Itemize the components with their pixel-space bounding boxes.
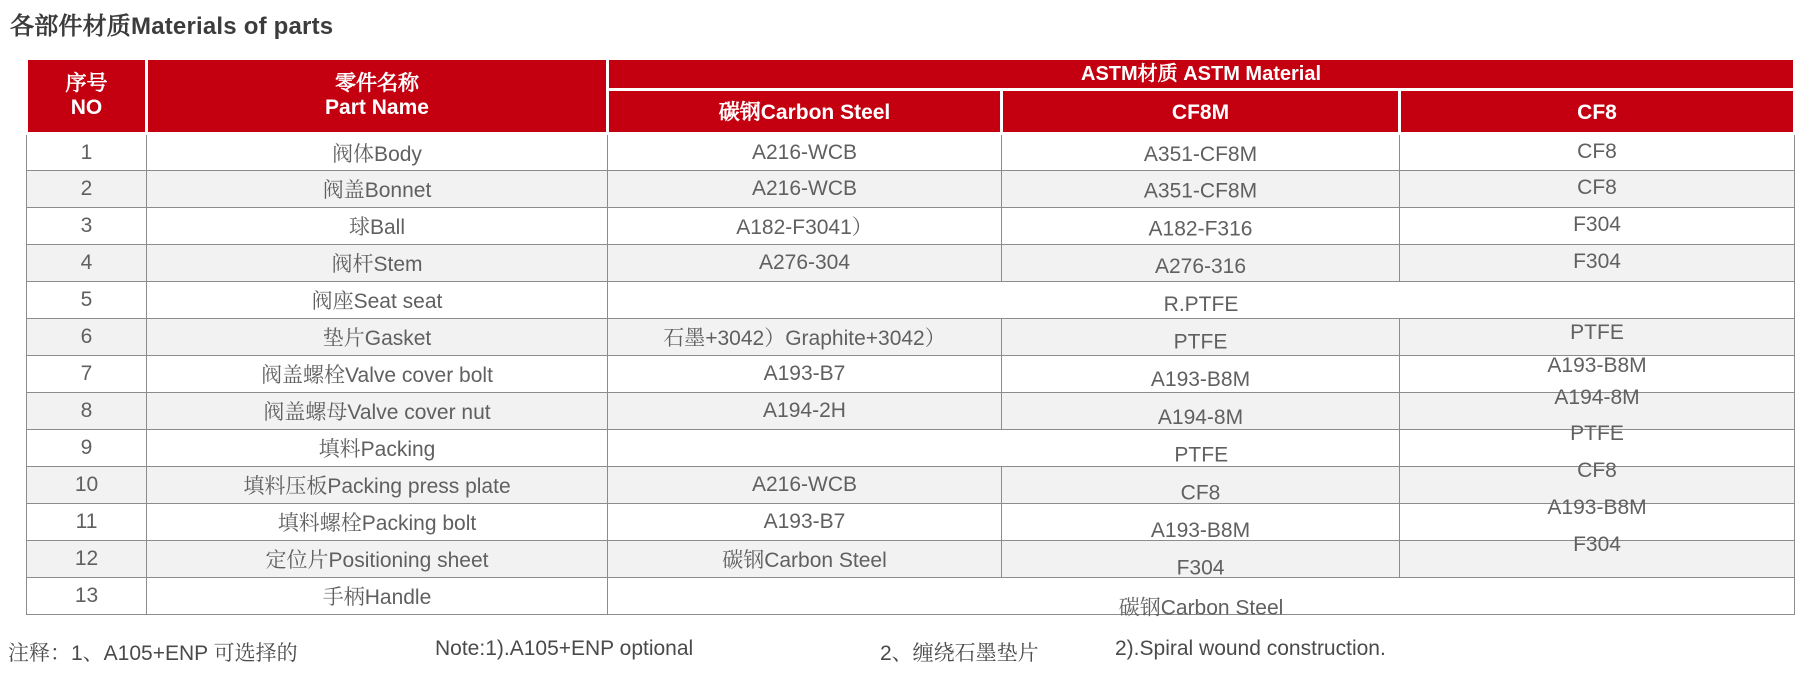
table-row bbox=[27, 208, 1795, 245]
cell-carbon-steel-value: A182-F3041） bbox=[736, 216, 873, 239]
materials-table bbox=[25, 57, 1796, 620]
col-header-no-en: NO bbox=[70, 96, 103, 119]
cell-carbon-steel bbox=[608, 393, 1002, 430]
cell-no bbox=[27, 171, 147, 208]
cell-material-merged-value: R.PTFE bbox=[1163, 292, 1239, 316]
cell-part-name bbox=[147, 134, 608, 171]
cell-carbon-steel bbox=[608, 245, 1002, 282]
cell-carbon-steel bbox=[608, 467, 1002, 504]
cell-material-merged-value: 碳钢Carbon Steel bbox=[1118, 596, 1284, 620]
cell-part-name bbox=[147, 504, 608, 541]
cell-part-name bbox=[147, 467, 608, 504]
col-header-no-zh: 序号 bbox=[65, 72, 108, 96]
cell-cf8m bbox=[1002, 245, 1400, 282]
cell-material-merged-value: PTFE bbox=[1174, 443, 1229, 467]
cell-part-name-value: 阀盖螺栓Valve cover bolt bbox=[261, 364, 493, 387]
cell-carbon-steel-value: A193-B7 bbox=[763, 362, 846, 385]
cell-part-name bbox=[147, 208, 608, 245]
cell-no-value: 5 bbox=[80, 288, 93, 311]
cell-cf8m bbox=[1002, 393, 1400, 430]
cell-cf8 bbox=[1400, 245, 1795, 282]
cell-no bbox=[27, 578, 147, 615]
cell-no-value: 8 bbox=[80, 399, 93, 422]
cell-no bbox=[27, 356, 147, 393]
cell-part-name bbox=[147, 319, 608, 356]
cell-no-value: 3 bbox=[80, 214, 93, 237]
footnote bbox=[0, 637, 1810, 667]
cell-cf8m bbox=[1002, 467, 1400, 504]
cell-no bbox=[27, 245, 147, 282]
cell-material-merged bbox=[608, 430, 1400, 467]
cell-carbon-steel-value: A216-WCB bbox=[751, 177, 858, 200]
cell-material-merged bbox=[608, 282, 1795, 319]
cell-part-name-value: 填料螺栓Packing bolt bbox=[277, 512, 477, 535]
cell-cf8 bbox=[1400, 208, 1795, 245]
table-row bbox=[27, 245, 1795, 282]
cell-no bbox=[27, 467, 147, 504]
cell-part-name-value: 填料压板Packing press plate bbox=[243, 475, 511, 498]
cell-part-name-value: 阀座Seat seat bbox=[311, 290, 443, 313]
cell-part-name bbox=[147, 393, 608, 430]
footnote-zh-1: 注释：1、A105+ENP 可选择的 bbox=[8, 642, 298, 665]
cell-part-name-value: 阀杆Stem bbox=[331, 253, 423, 276]
cell-part-name-value: 手柄Handle bbox=[322, 586, 432, 609]
cell-carbon-steel-value: A194-2H bbox=[763, 399, 846, 422]
table-row bbox=[27, 393, 1795, 430]
cell-cf8m-value: F304 bbox=[1176, 556, 1225, 580]
footnote-en-2: 2).Spiral wound construction. bbox=[1115, 637, 1386, 660]
table-row bbox=[27, 504, 1795, 541]
cell-carbon-steel bbox=[608, 134, 1002, 171]
cell-carbon-steel bbox=[608, 319, 1002, 356]
col-header-part-en: Part Name bbox=[325, 96, 429, 119]
col-header-part-zh: 零件名称 bbox=[335, 72, 419, 96]
cell-cf8m bbox=[1002, 319, 1400, 356]
cell-no bbox=[27, 393, 147, 430]
cell-cf8m bbox=[1002, 208, 1400, 245]
cell-no bbox=[27, 504, 147, 541]
cell-no-value: 6 bbox=[80, 325, 93, 348]
col-header-astm-material: ASTM材质 ASTM Material bbox=[608, 59, 1795, 90]
cell-no-value: 2 bbox=[80, 177, 93, 200]
cell-cf8 bbox=[1400, 533, 1795, 578]
cell-cf8-value: CF8 bbox=[1577, 139, 1617, 163]
cell-cf8m bbox=[1002, 356, 1400, 393]
cell-no-value: 9 bbox=[80, 436, 93, 459]
cell-no-value: 7 bbox=[80, 362, 93, 385]
cell-carbon-steel bbox=[608, 504, 1002, 541]
cell-part-name bbox=[147, 356, 608, 393]
cell-cf8m-value: A193-B8M bbox=[1150, 519, 1251, 542]
col-header-cf8m: CF8M bbox=[1002, 90, 1400, 134]
cell-cf8m bbox=[1002, 541, 1400, 578]
cell-part-name-value: 阀盖Bonnet bbox=[322, 179, 432, 202]
table-row bbox=[27, 171, 1795, 208]
cell-cf8-value: PTFE bbox=[1570, 422, 1624, 445]
footnote-en-1: Note:1).A105+ENP optional bbox=[435, 637, 694, 660]
table-row bbox=[27, 319, 1795, 356]
cell-part-name-value: 阀体Body bbox=[332, 142, 422, 166]
cell-cf8-value: CF8 bbox=[1577, 176, 1617, 199]
cell-part-name bbox=[147, 245, 608, 282]
cell-carbon-steel-value: A216-WCB bbox=[751, 473, 858, 496]
col-header-no bbox=[27, 59, 147, 134]
cell-no-value: 11 bbox=[75, 510, 98, 533]
cell-no bbox=[27, 541, 147, 578]
cell-cf8 bbox=[1400, 171, 1795, 208]
cell-no-value: 1 bbox=[80, 140, 93, 164]
cell-cf8-value: F304 bbox=[1573, 213, 1621, 236]
cell-cf8m bbox=[1002, 134, 1400, 171]
cell-carbon-steel bbox=[608, 208, 1002, 245]
cell-cf8-value: CF8 bbox=[1577, 459, 1617, 482]
cell-carbon-steel-value: 石墨+3042）Graphite+3042） bbox=[663, 327, 946, 350]
cell-carbon-steel-value: A216-WCB bbox=[751, 140, 858, 164]
cell-no-value: 12 bbox=[74, 547, 99, 570]
cell-carbon-steel-value: 碳钢Carbon Steel bbox=[722, 549, 887, 572]
cell-no bbox=[27, 430, 147, 467]
cell-cf8m-value: A194-8M bbox=[1157, 405, 1244, 429]
cell-cf8 bbox=[1400, 134, 1795, 171]
cell-cf8m-value: CF8 bbox=[1180, 481, 1221, 505]
table-row bbox=[27, 541, 1795, 578]
cell-part-name bbox=[147, 578, 608, 615]
cell-cf8-value: A193-B8M bbox=[1547, 496, 1647, 519]
page-title: 各部件材质Materials of parts bbox=[10, 13, 334, 40]
table-row bbox=[27, 356, 1795, 393]
cell-part-name-value: 阀盖螺母Valve cover nut bbox=[263, 401, 491, 424]
cell-carbon-steel-value: A193-B7 bbox=[763, 510, 846, 533]
cell-no-value: 4 bbox=[80, 251, 93, 274]
cell-carbon-steel bbox=[608, 541, 1002, 578]
cell-cf8m-value: A351-CF8M bbox=[1143, 179, 1258, 203]
cell-carbon-steel bbox=[608, 356, 1002, 393]
cell-no-value: 13 bbox=[74, 584, 99, 607]
cell-part-name-value: 垫片Gasket bbox=[322, 327, 432, 350]
table-body bbox=[27, 134, 1795, 620]
cell-no-value: 10 bbox=[74, 473, 99, 496]
cell-part-name-value: 填料Packing bbox=[318, 438, 436, 461]
cell-part-name bbox=[147, 541, 608, 578]
cell-cf8-value: F304 bbox=[1573, 533, 1621, 556]
table-row bbox=[27, 282, 1795, 319]
cell-cf8-value: A194-8M bbox=[1554, 386, 1640, 409]
cell-cf8-value: F304 bbox=[1573, 250, 1621, 273]
cell-material-merged bbox=[608, 578, 1795, 620]
cell-cf8-value: A193-B8M bbox=[1547, 354, 1647, 377]
cell-cf8m-value: A182-F316 bbox=[1148, 217, 1253, 241]
col-header-carbon-steel: 碳钢Carbon Steel bbox=[608, 90, 1002, 134]
cell-cf8m-value: PTFE bbox=[1173, 330, 1228, 354]
table-row bbox=[27, 467, 1795, 504]
cell-cf8-value: PTFE bbox=[1570, 321, 1624, 344]
cell-cf8m-value: A351-CF8M bbox=[1143, 142, 1258, 166]
cell-part-name bbox=[147, 171, 608, 208]
cell-cf8m-value: A193-B8M bbox=[1150, 368, 1251, 392]
table-row bbox=[27, 578, 1795, 615]
table-header bbox=[27, 59, 1795, 134]
col-header-cf8: CF8 bbox=[1400, 90, 1795, 134]
col-header-part-name bbox=[147, 59, 608, 134]
cell-carbon-steel bbox=[608, 171, 1002, 208]
table-row bbox=[27, 430, 1795, 467]
cell-part-name-value: 定位片Positioning sheet bbox=[265, 549, 489, 572]
cell-cf8m bbox=[1002, 504, 1400, 541]
table-row bbox=[27, 134, 1795, 171]
footnote-zh-2: 2、缠绕石墨垫片 bbox=[880, 642, 1039, 665]
cell-no bbox=[27, 319, 147, 356]
cell-cf8 bbox=[1400, 319, 1795, 356]
cell-part-name bbox=[147, 430, 608, 467]
cell-no bbox=[27, 208, 147, 245]
cell-carbon-steel-value: A276-304 bbox=[758, 251, 851, 274]
cell-part-name-value: 球Ball bbox=[348, 216, 406, 239]
cell-cf8m bbox=[1002, 171, 1400, 208]
cell-part-name bbox=[147, 282, 608, 319]
cell-no bbox=[27, 282, 147, 319]
header-row-top bbox=[27, 59, 1795, 90]
cell-cf8m-value: A276-316 bbox=[1154, 255, 1247, 279]
cell-no bbox=[27, 134, 147, 171]
